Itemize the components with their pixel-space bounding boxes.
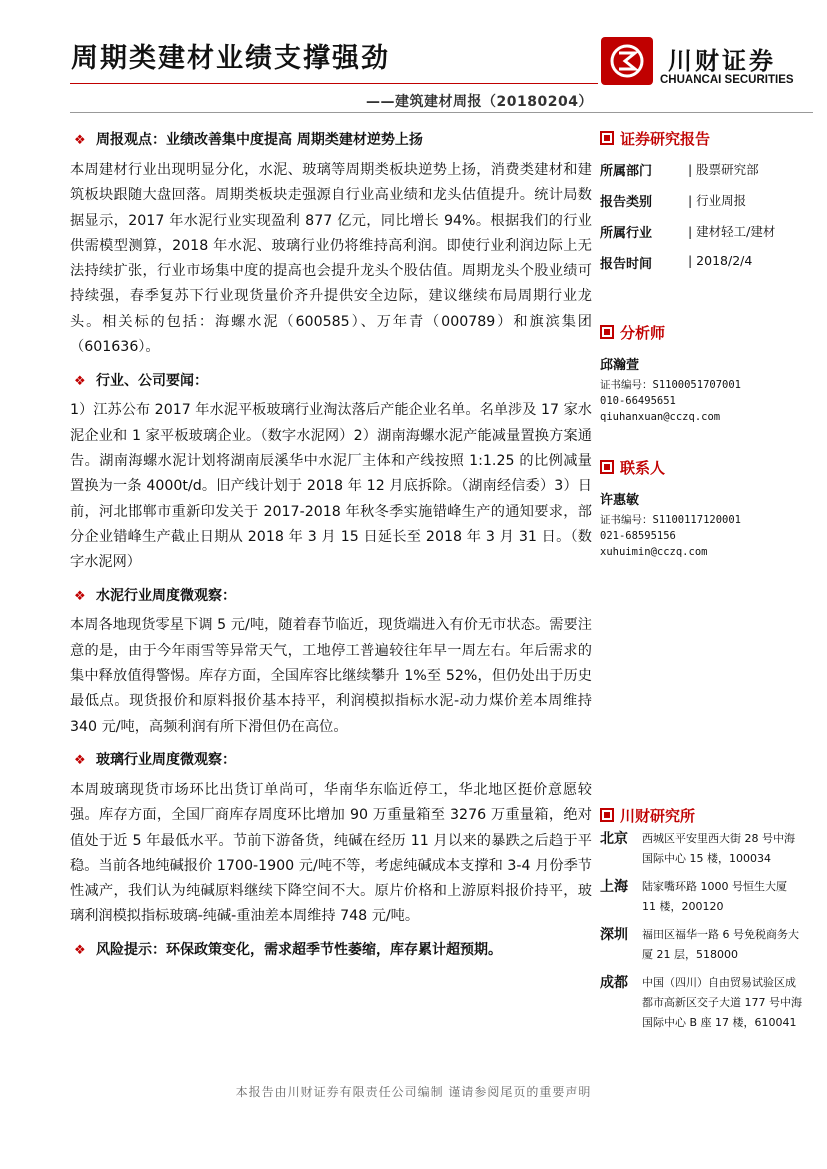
contact-phone: 021-68595156 bbox=[600, 530, 676, 542]
logo-name-cn: 川财证券 bbox=[668, 47, 776, 75]
page-footer: 本报告由川财证券有限责任公司编制 谨请参阅尾页的重要声明 bbox=[235, 1085, 592, 1099]
analyst-icon bbox=[600, 325, 614, 339]
risk-warning: ❖ 风险提示：环保政策变化，需求超季节性萎缩，库存累计超预期。 bbox=[70, 938, 592, 964]
section-paragraph: 本周玻璃现货市场环比出货订单尚可，华南华东临近停工，华北地区挺价意愿较强。库存方面，全国厂商库存周度环比增加 90 万重量箱至 3276 万重量箱，绝对值处于近 5 年最低水平。节前下游备货，纯碱在经历 11 月以来的暴跌之后趋于平稳。当前各地纯碱报价 1700-1900 元/吨不等，考虑纯碱成本支撑和 3-4 月份季节性减产，我们认为纯碱原料继续下降空间不大。原片价格和上游原料报价持平，玻璃利润模拟指标玻璃-纯碱-重油差本周维持 748 元/吨。 bbox=[70, 781, 592, 925]
sidebar-analyst-header: 分析师 bbox=[600, 322, 815, 342]
section-heading: ❖ 周报观点：业绩改善集中度提高 周期类建材逆势上扬 bbox=[70, 128, 592, 154]
analyst-cert: 证书编号：S1100051707001 bbox=[600, 379, 742, 391]
office-shenzhen: 深圳 福田区福华一路 6 号免税商务大厦 21 层，518000 bbox=[600, 927, 799, 961]
sidebar-contact-header: 联系人 bbox=[600, 457, 815, 477]
section-heading: ❖ 行业、公司要闻： bbox=[70, 368, 592, 394]
office-shanghai: 上海 陆家嘴环路 1000 号恒生大厦 11 楼，200120 bbox=[600, 879, 787, 913]
analyst-email: qiuhanxuan@cczq.com bbox=[600, 411, 721, 423]
logo-name-en: CHUANCAI SECURITIES bbox=[660, 74, 794, 86]
info-row-category: 报告类别 | 行业周报 bbox=[600, 193, 747, 210]
contact-cert: 证书编号：S1100117120001 bbox=[600, 514, 742, 526]
diamond-bullet-icon: ❖ bbox=[74, 943, 86, 959]
chuancai-logo-icon bbox=[601, 37, 653, 85]
report-icon bbox=[600, 131, 614, 145]
section-heading: ❖ 水泥行业周度微观察： bbox=[70, 583, 592, 609]
section-paragraph: 本周各地现货零星下调 5 元/吨，随着春节临近，现货端进入有价无市状态。需要注意的是，由于今年雨雪等异常天气，工地停工普遍较往年早一周左右。年后需求的集中释放值得警惕。库存方面，全国库容比继续攀升 1%至 52%，但仍处出于历史最低点。现货报价和原料报价基本持平，利润模拟指标水泥-动力煤价差本周维持 340 元/吨，高频利润有所下滑但仍在高位。 bbox=[70, 617, 592, 735]
office-chengdu: 成都 中国（四川）自由贸易试验区成都市高新区交子大道 177 号中海国际中心 B 座 17 楼，610041 bbox=[600, 975, 802, 1029]
info-row-department: 所属部门 | 股票研究部 bbox=[600, 162, 759, 179]
contact-name: 许惠敏 bbox=[600, 493, 640, 508]
info-row-date: 报告时间 | 2018/2/4 bbox=[600, 253, 753, 272]
contact-email: xuhuimin@cczq.com bbox=[600, 546, 708, 558]
header-divider bbox=[70, 112, 813, 113]
contact-icon bbox=[600, 460, 614, 474]
analyst-phone: 010-66495651 bbox=[600, 395, 676, 407]
diamond-bullet-icon: ❖ bbox=[74, 753, 86, 769]
report-title: 周期类建材业绩支撑强劲 bbox=[71, 43, 390, 74]
report-body bbox=[70, 128, 592, 968]
diamond-bullet-icon: ❖ bbox=[74, 588, 86, 604]
sidebar-institute-header: 川财研究所 bbox=[600, 805, 815, 825]
section-heading: ❖ 玻璃行业周度微观察： bbox=[70, 748, 592, 774]
sidebar bbox=[600, 128, 815, 1041]
title-underline bbox=[70, 83, 598, 84]
diamond-bullet-icon: ❖ bbox=[74, 373, 86, 389]
institute-icon bbox=[600, 808, 614, 822]
chuancai-logo bbox=[601, 37, 816, 89]
analyst-name: 邱瀚萱 bbox=[600, 358, 640, 373]
diamond-bullet-icon: ❖ bbox=[74, 133, 86, 149]
section-paragraph: 本周建材行业出现明显分化，水泥、玻璃等周期类板块逆势上扬，消费类建材和建筑板块跟随大盘回落。周期类板块走强源自行业高业绩和龙头估值提升。统计局数据显示，2017 年水泥行业实现盈利 877 亿元，同比增长 94%。根据我们的行业供需模型测算，2018 年水泥、玻璃行业仍将维持高利润。即使行业利润边际上无法持续扩张，行业市场集中度的提高也会提升龙头个股估值。周期龙头个股业绩可持续强，春季复苏下行业现货量价齐升提供安全边际，建议继续布局周期行业龙头。相关标的包括：海螺水泥（600585）、万年青（000789）和旗滨集团（601636）。 bbox=[70, 162, 592, 356]
sidebar-report-header: 证券研究报告 bbox=[600, 128, 815, 148]
section-paragraph: 1）江苏公布 2017 年水泥平板玻璃行业淘汰落后产能企业名单。名单涉及 17 家水泥企业和 1 家平板玻璃企业。（数字水泥网）2）湖南海螺水泥产能减量置换方案通告。湖南海螺水泥计划将湖南辰溪华中水泥厂主体和产线按照 1:1.25 的比例减量置换为一条 4000t/d。旧产线计划于 2018 年 12 月底拆除。（湖南经信委）3）日前，河北邯郸市重新印发关于 2017-2018 年秋冬季实施错峰生产的通知要求，部分企业错峰生产截止日期从 2018 年 3 月 15 日延长至 2018 年 3 月 31 日。（数字水泥网） bbox=[70, 402, 592, 571]
report-subtitle: ——建筑建材周报（20180204） bbox=[366, 94, 593, 110]
info-row-industry: 所属行业 | 建材轻工/建材 bbox=[600, 224, 776, 241]
office-beijing: 北京 西城区平安里西大街 28 号中海国际中心 15 楼，100034 bbox=[600, 831, 795, 865]
